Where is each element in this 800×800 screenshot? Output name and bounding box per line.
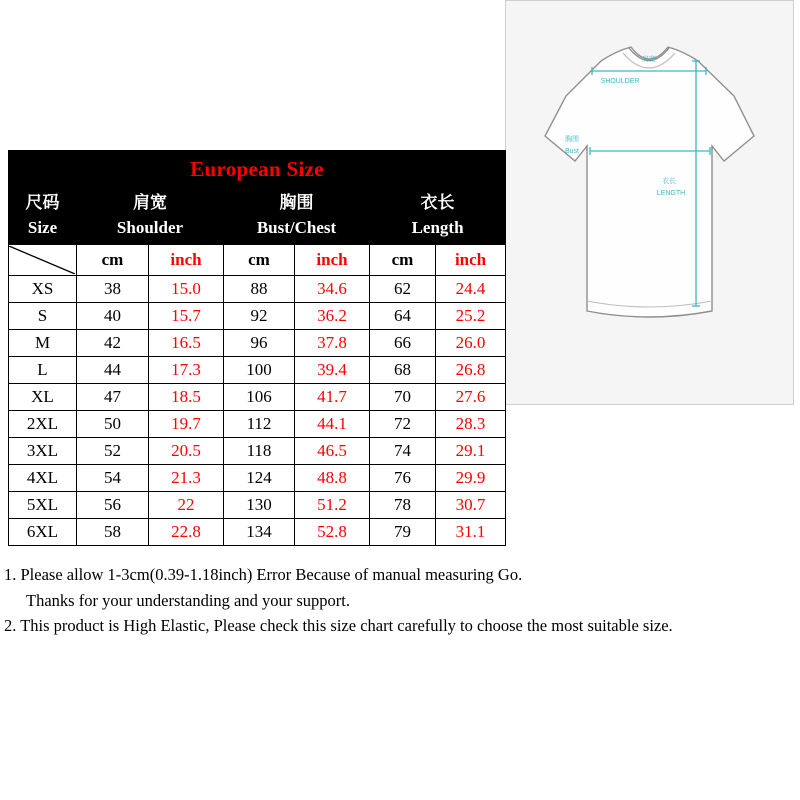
cell-shoulder-inch: 21.3 xyxy=(149,465,224,492)
cell-length-inch: 29.9 xyxy=(436,465,506,492)
cell-bust-inch: 36.2 xyxy=(295,303,370,330)
cell-shoulder-cm: 56 xyxy=(77,492,149,519)
cell-length-inch: 27.6 xyxy=(436,384,506,411)
cell-shoulder-cm: 54 xyxy=(77,465,149,492)
table-unit-row xyxy=(9,245,506,276)
header-bust-en: Bust/Chest xyxy=(256,218,337,237)
corner-diagonal-cell xyxy=(9,245,77,276)
cell-bust-inch: 34.6 xyxy=(295,276,370,303)
cell-bust-cm: 100 xyxy=(224,357,295,384)
table-row xyxy=(9,492,506,519)
table-row xyxy=(9,465,506,492)
cell-bust-cm: 130 xyxy=(224,492,295,519)
cell-length-inch: 24.4 xyxy=(436,276,506,303)
cell-shoulder-cm: 50 xyxy=(77,411,149,438)
cell-shoulder-cm: 38 xyxy=(77,276,149,303)
unit-bust-inch: inch xyxy=(295,245,370,276)
cell-size: 6XL xyxy=(9,519,77,546)
cell-length-inch: 25.2 xyxy=(436,303,506,330)
header-size-cn: 尺码 xyxy=(25,193,60,213)
notes-block xyxy=(4,562,796,639)
cell-length-inch: 26.8 xyxy=(436,357,506,384)
cell-length-cm: 68 xyxy=(370,357,436,384)
cell-length-cm: 62 xyxy=(370,276,436,303)
cell-shoulder-inch: 15.7 xyxy=(149,303,224,330)
cell-length-inch: 31.1 xyxy=(436,519,506,546)
cell-size: M xyxy=(9,330,77,357)
cell-bust-cm: 118 xyxy=(224,438,295,465)
table-row xyxy=(9,330,506,357)
header-bust xyxy=(224,188,370,245)
table-row xyxy=(9,303,506,330)
cell-shoulder-inch: 15.0 xyxy=(149,276,224,303)
cell-length-cm: 72 xyxy=(370,411,436,438)
cell-length-cm: 79 xyxy=(370,519,436,546)
cell-size: L xyxy=(9,357,77,384)
cell-shoulder-inch: 22.8 xyxy=(149,519,224,546)
cell-bust-inch: 48.8 xyxy=(295,465,370,492)
cell-shoulder-cm: 58 xyxy=(77,519,149,546)
cell-bust-cm: 134 xyxy=(224,519,295,546)
cell-shoulder-inch: 20.5 xyxy=(149,438,224,465)
cell-bust-inch: 51.2 xyxy=(295,492,370,519)
table-body xyxy=(9,276,506,546)
cell-shoulder-cm: 47 xyxy=(77,384,149,411)
bust-label-cn: 胸围 xyxy=(565,136,579,143)
cell-bust-inch: 41.7 xyxy=(295,384,370,411)
cell-length-inch: 29.1 xyxy=(436,438,506,465)
length-label-cn: 衣长 xyxy=(662,178,676,185)
cell-shoulder-cm: 40 xyxy=(77,303,149,330)
cell-length-inch: 26.0 xyxy=(436,330,506,357)
length-label-en: LENGTH xyxy=(656,190,686,197)
size-chart-table xyxy=(8,150,506,546)
cell-shoulder-inch: 19.7 xyxy=(149,411,224,438)
cell-length-cm: 70 xyxy=(370,384,436,411)
header-shoulder-en: Shoulder xyxy=(116,218,184,237)
cell-bust-inch: 52.8 xyxy=(295,519,370,546)
cell-shoulder-inch: 17.3 xyxy=(149,357,224,384)
bust-label-en: Bust xyxy=(564,148,580,155)
cell-shoulder-inch: 18.5 xyxy=(149,384,224,411)
header-shoulder xyxy=(77,188,224,245)
chart-title: European Size xyxy=(9,151,506,188)
table-row xyxy=(9,438,506,465)
cell-length-cm: 74 xyxy=(370,438,436,465)
cell-shoulder-inch: 22 xyxy=(149,492,224,519)
header-size xyxy=(9,188,77,245)
cell-length-inch: 28.3 xyxy=(436,411,506,438)
note-line-1: 1. Please allow 1-3cm(0.39-1.18inch) Error Because of manual measuring Go. xyxy=(4,565,523,584)
table-row xyxy=(9,276,506,303)
cell-bust-inch: 37.8 xyxy=(295,330,370,357)
cell-bust-cm: 96 xyxy=(224,330,295,357)
shoulder-label-en: SHOULDER xyxy=(600,78,640,85)
cell-bust-inch: 46.5 xyxy=(295,438,370,465)
cell-length-cm: 64 xyxy=(370,303,436,330)
cell-bust-cm: 88 xyxy=(224,276,295,303)
cell-size: 2XL xyxy=(9,411,77,438)
cell-size: S xyxy=(9,303,77,330)
table-header-row xyxy=(9,188,506,245)
table-row xyxy=(9,384,506,411)
note-line-3: 2. This product is High Elastic, Please check this size chart carefully to choose the most suitable size. xyxy=(4,616,673,636)
cell-size: XS xyxy=(9,276,77,303)
unit-shoulder-cm: cm xyxy=(77,245,149,276)
shoulder-label-cn: 肩宽 xyxy=(642,56,656,63)
header-bust-cn: 胸围 xyxy=(279,193,314,213)
cell-length-cm: 76 xyxy=(370,465,436,492)
table-row xyxy=(9,519,506,546)
cell-size: XL xyxy=(9,384,77,411)
note-line-2: Thanks for your understanding and your support. xyxy=(26,590,350,610)
header-length-en: Length xyxy=(411,218,464,237)
cell-bust-cm: 92 xyxy=(224,303,295,330)
cell-shoulder-cm: 52 xyxy=(77,438,149,465)
cell-shoulder-cm: 42 xyxy=(77,330,149,357)
cell-shoulder-cm: 44 xyxy=(77,357,149,384)
header-length-cn: 衣长 xyxy=(420,193,455,213)
header-size-en: Size xyxy=(27,218,58,237)
cell-size: 5XL xyxy=(9,492,77,519)
cell-bust-cm: 112 xyxy=(224,411,295,438)
unit-bust-cm: cm xyxy=(224,245,295,276)
cell-bust-cm: 106 xyxy=(224,384,295,411)
header-shoulder-cn: 肩宽 xyxy=(133,193,167,213)
cell-length-cm: 66 xyxy=(370,330,436,357)
cell-bust-inch: 39.4 xyxy=(295,357,370,384)
size-chart-table-wrap xyxy=(8,150,794,546)
cell-shoulder-inch: 16.5 xyxy=(149,330,224,357)
header-length xyxy=(370,188,506,245)
cell-length-cm: 78 xyxy=(370,492,436,519)
unit-shoulder-inch: inch xyxy=(149,245,224,276)
unit-length-inch: inch xyxy=(436,245,506,276)
diagonal-slash-icon xyxy=(9,246,75,274)
cell-size: 4XL xyxy=(9,465,77,492)
cell-bust-cm: 124 xyxy=(224,465,295,492)
cell-length-inch: 30.7 xyxy=(436,492,506,519)
cell-size: 3XL xyxy=(9,438,77,465)
unit-length-cm: cm xyxy=(370,245,436,276)
table-row xyxy=(9,357,506,384)
table-row xyxy=(9,411,506,438)
table-title-row xyxy=(9,151,506,188)
cell-bust-inch: 44.1 xyxy=(295,411,370,438)
